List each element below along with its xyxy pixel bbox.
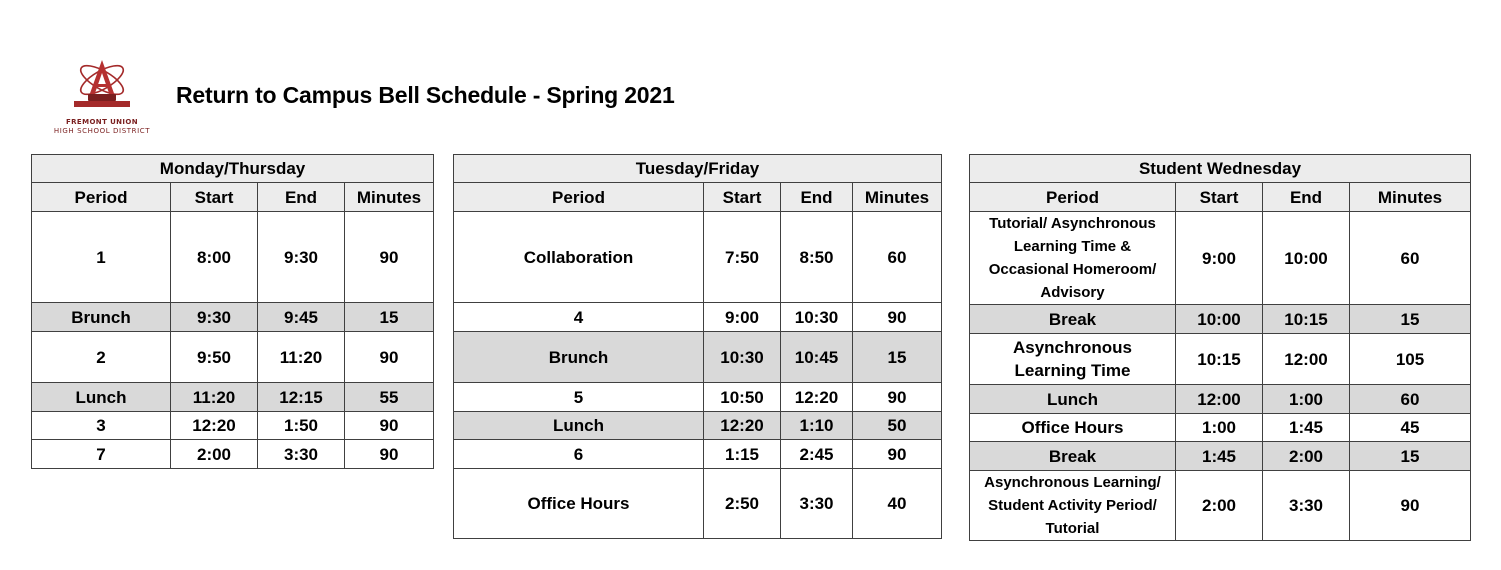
table-row xyxy=(970,471,1471,541)
table-row xyxy=(970,414,1471,442)
cell-start: 10:50 xyxy=(704,383,781,412)
cell-minutes: 90 xyxy=(345,332,434,383)
cell-period xyxy=(970,414,1176,442)
cell-start: 12:20 xyxy=(171,412,258,440)
cell-start: 12:00 xyxy=(1176,385,1263,414)
period-line: Break xyxy=(1048,446,1097,466)
tuesday-friday-table xyxy=(453,154,942,539)
cell-start: 9:00 xyxy=(1176,212,1263,305)
cell-end: 2:45 xyxy=(781,440,853,469)
period-line: Office Hours xyxy=(1021,418,1124,437)
table-row xyxy=(970,305,1471,334)
period-line: Asynchronous Learning/ xyxy=(984,474,1161,491)
cell-end: 10:30 xyxy=(781,303,853,332)
period-line: Occasional Homeroom/ xyxy=(988,261,1157,278)
cell-period: 7 xyxy=(32,440,171,469)
table-row xyxy=(970,334,1471,385)
table-row xyxy=(454,412,942,440)
cell-period: Lunch xyxy=(454,412,704,440)
logo-line1: FREMONT UNION xyxy=(65,118,139,126)
table-heading: Student Wednesday xyxy=(970,155,1471,183)
table-row xyxy=(32,303,434,332)
cell-minutes: 105 xyxy=(1350,334,1471,385)
cell-period xyxy=(970,305,1176,334)
period-line: Learning Time xyxy=(1014,361,1131,380)
col-period: Period xyxy=(454,183,704,212)
col-period: Period xyxy=(32,183,171,212)
table-row xyxy=(454,332,942,383)
table-row xyxy=(970,212,1471,305)
cell-start: 8:00 xyxy=(171,212,258,303)
period-line: Learning Time & xyxy=(1013,238,1132,255)
cell-end: 12:15 xyxy=(258,383,345,412)
cell-start: 2:00 xyxy=(171,440,258,469)
cell-start: 12:20 xyxy=(704,412,781,440)
col-minutes: Minutes xyxy=(1350,183,1471,212)
col-period: Period xyxy=(970,183,1176,212)
cell-end: 1:50 xyxy=(258,412,345,440)
cell-start: 1:00 xyxy=(1176,414,1263,442)
cell-minutes: 90 xyxy=(345,212,434,303)
cell-minutes: 50 xyxy=(853,412,942,440)
cell-end: 3:30 xyxy=(258,440,345,469)
cell-minutes: 15 xyxy=(345,303,434,332)
col-minutes: Minutes xyxy=(345,183,434,212)
student-wednesday-table xyxy=(969,154,1471,541)
period-line: Asynchronous xyxy=(1012,338,1133,357)
table-heading: Monday/Thursday xyxy=(32,155,434,183)
cell-period: 3 xyxy=(32,412,171,440)
table-row xyxy=(32,212,434,303)
cell-minutes: 60 xyxy=(1350,385,1471,414)
cell-end: 9:45 xyxy=(258,303,345,332)
cell-minutes: 90 xyxy=(345,412,434,440)
cell-end: 2:00 xyxy=(1263,442,1350,471)
table-row xyxy=(454,469,942,539)
cell-end: 9:30 xyxy=(258,212,345,303)
cell-end: 8:50 xyxy=(781,212,853,303)
cell-start: 9:30 xyxy=(171,303,258,332)
monday-thursday-table xyxy=(31,154,434,469)
district-seal-icon xyxy=(68,56,136,114)
cell-end: 3:30 xyxy=(1263,471,1350,541)
cell-minutes: 60 xyxy=(1350,212,1471,305)
cell-end: 1:00 xyxy=(1263,385,1350,414)
col-end: End xyxy=(1263,183,1350,212)
period-line: Tutorial/ Asynchronous xyxy=(989,215,1156,232)
cell-period xyxy=(970,212,1176,305)
cell-start: 10:15 xyxy=(1176,334,1263,385)
table-row xyxy=(454,303,942,332)
period-line: Break xyxy=(1048,309,1097,329)
cell-minutes: 15 xyxy=(853,332,942,383)
table-row xyxy=(454,383,942,412)
col-minutes: Minutes xyxy=(853,183,942,212)
cell-end: 3:30 xyxy=(781,469,853,539)
cell-period: Collaboration xyxy=(454,212,704,303)
cell-start: 1:45 xyxy=(1176,442,1263,471)
cell-end: 10:15 xyxy=(1263,305,1350,334)
cell-end: 1:10 xyxy=(781,412,853,440)
cell-minutes: 45 xyxy=(1350,414,1471,442)
table-heading: Tuesday/Friday xyxy=(454,155,942,183)
cell-minutes: 90 xyxy=(1350,471,1471,541)
cell-period: Brunch xyxy=(32,303,171,332)
col-end: End xyxy=(781,183,853,212)
period-line: Advisory xyxy=(1040,284,1105,301)
cell-end: 12:20 xyxy=(781,383,853,412)
cell-start: 10:30 xyxy=(704,332,781,383)
table-row xyxy=(454,212,942,303)
table-row xyxy=(970,442,1471,471)
cell-end: 10:45 xyxy=(781,332,853,383)
cell-end: 11:20 xyxy=(258,332,345,383)
cell-period: 1 xyxy=(32,212,171,303)
period-line: Lunch xyxy=(1047,389,1098,409)
cell-period: 5 xyxy=(454,383,704,412)
cell-period xyxy=(970,471,1176,541)
cell-start: 9:50 xyxy=(171,332,258,383)
cell-end: 1:45 xyxy=(1263,414,1350,442)
district-logo xyxy=(52,56,152,140)
cell-period: 6 xyxy=(454,440,704,469)
period-line: Tutorial xyxy=(1045,520,1100,537)
col-start: Start xyxy=(171,183,258,212)
cell-period xyxy=(970,334,1176,385)
cell-minutes: 60 xyxy=(853,212,942,303)
cell-minutes: 90 xyxy=(853,383,942,412)
table-row xyxy=(32,440,434,469)
cell-minutes: 90 xyxy=(853,303,942,332)
col-start: Start xyxy=(1176,183,1263,212)
cell-start: 9:00 xyxy=(704,303,781,332)
logo-line2: HIGH SCHOOL DISTRICT xyxy=(53,127,151,135)
cell-period xyxy=(970,385,1176,414)
period-line: Student Activity Period/ xyxy=(988,497,1157,514)
cell-period: 2 xyxy=(32,332,171,383)
cell-period: Brunch xyxy=(454,332,704,383)
cell-minutes: 90 xyxy=(345,440,434,469)
table-row xyxy=(32,412,434,440)
cell-period: Office Hours xyxy=(454,469,704,539)
cell-start: 11:20 xyxy=(171,383,258,412)
cell-end: 12:00 xyxy=(1263,334,1350,385)
cell-minutes: 40 xyxy=(853,469,942,539)
cell-minutes: 15 xyxy=(1350,442,1471,471)
table-row xyxy=(454,440,942,469)
cell-start: 7:50 xyxy=(704,212,781,303)
col-end: End xyxy=(258,183,345,212)
col-start: Start xyxy=(704,183,781,212)
cell-start: 10:00 xyxy=(1176,305,1263,334)
cell-start: 2:00 xyxy=(1176,471,1263,541)
page-title: Return to Campus Bell Schedule - Spring 2021 xyxy=(176,82,675,108)
cell-minutes: 15 xyxy=(1350,305,1471,334)
table-row xyxy=(32,332,434,383)
cell-minutes: 90 xyxy=(853,440,942,469)
cell-start: 1:15 xyxy=(704,440,781,469)
cell-period: Lunch xyxy=(32,383,171,412)
cell-start: 2:50 xyxy=(704,469,781,539)
cell-period xyxy=(970,442,1176,471)
cell-end: 10:00 xyxy=(1263,212,1350,305)
cell-minutes: 55 xyxy=(345,383,434,412)
cell-period: 4 xyxy=(454,303,704,332)
table-row xyxy=(970,385,1471,414)
table-row xyxy=(32,383,434,412)
